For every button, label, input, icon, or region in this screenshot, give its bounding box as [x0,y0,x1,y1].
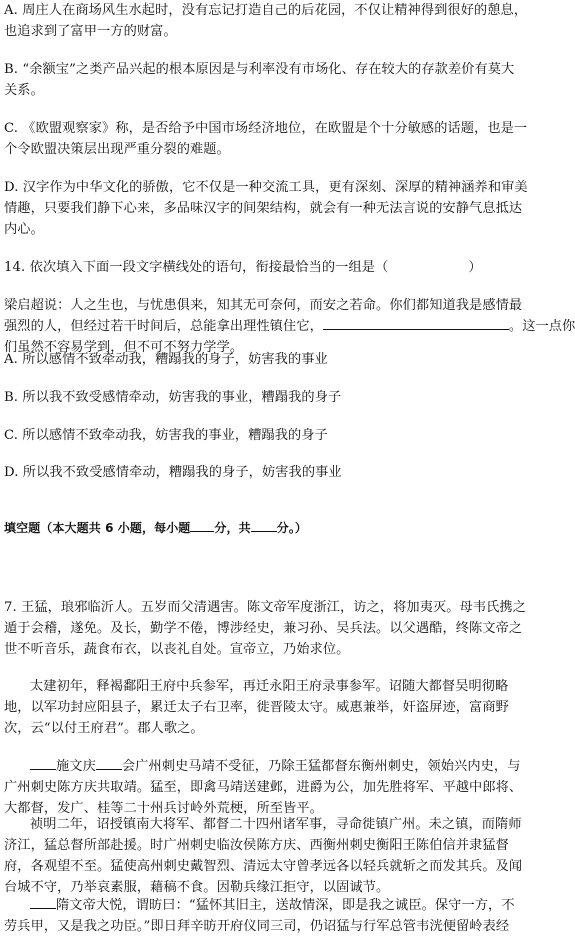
text-line: 祯明二年，诏授镇南大将军、都督二十四州诸军事，寻命徙镇广州。未之镇，而隋师 [30,817,522,832]
section-title-part: 分。） [276,521,308,535]
text-line: 内心。 [4,222,44,237]
question-7-paragraph-2 [4,676,552,739]
option-prev-a [4,0,552,42]
question-stem: 14. 依次填入下面一段文字横线处的语句，衔接最恰当的一组是（ [4,260,389,275]
text-line: 。这一点你 [508,319,575,334]
question-14-option-c[interactable] [4,425,552,446]
text-line: 世不听音乐，蔬食布衣，以丧礼自处。宣帝立，乃始求位。 [4,642,350,657]
text-line: 广州刺史陈方庆共取靖。猛至，即禽马靖送建邺，进爵为公，加先胜将军、平越中郎将、 [4,780,523,795]
option-prev-c [4,118,552,160]
question-stem-close: ） [468,260,482,275]
option-label: C. 所以感情不致牵动我，妨害我的事业，糟蹋我的身子 [4,428,328,443]
text-line: A. 周庄人在商场风生水起时，没有忘记打造自己的后花园，不仅让精神得到很好的憩息， [4,3,528,18]
option-label: A. 所以感情不致牵动我，糟蹋我的身子，妨害我的事业 [4,352,328,367]
text-line: 情趣，只要我们静下心来，多品味汉字的间架结构，就会有一种无法言说的安静气息抵达 [4,201,523,216]
question-14-option-d[interactable] [4,462,552,483]
section-title-part: 填空题（本大题共 6 小题，每小题 [4,521,191,535]
question-7-paragraph-5 [4,895,552,937]
text-line: 关系。 [4,83,44,98]
question-14-stem [4,257,552,278]
text-line: 台城不守，乃举哀素服，藉稿不食。因勒兵缘江拒守，以固诚节。 [4,880,390,895]
fill-blank[interactable] [30,756,56,770]
text-line: 太建初年，释褐鄱阳王府中兵参军，再迁永阳王府录事参军。诏随大都督吴明彻略 [30,679,509,694]
text-line: C. 《欧盟观察家》称，是否给予中国市场经济地位，在欧盟是个十分敏感的话题，也是一 [4,121,528,136]
question-7-paragraph-3 [4,756,552,819]
text-line: 大都督，发广、桂等二十州兵讨岭外荒梗，所至皆平。 [4,801,323,816]
option-prev-b [4,59,552,101]
question-14-option-b[interactable] [4,387,552,408]
text-line: 地，以军功封应阳县子，累迁太子右卫率，徙晋陵太守。威惠兼举，奸盗屏迹，富商野 [4,700,509,715]
fill-blank[interactable] [96,756,122,770]
text-line: 遁于会稽，遂免。及长，勤学不倦，博涉经史，兼习孙、吴兵法。以父遇酷，终陈文帝之 [4,621,523,636]
text-line: B. “余额宝”之类产品兴起的根本原因是与利率没有市场化、存在较大的存款差价有莫大 [4,62,515,77]
answer-blank[interactable] [323,316,509,330]
text-line: 梁启超说：人之生也，与忧患俱来，知其无可奈何，而安之若命。你们都知道我是感情最 [4,298,523,313]
text-line: 们虽然不容易学到，但不可不努力学学。 [4,340,244,355]
total-score-blank[interactable] [251,520,277,532]
question-7-paragraph-1 [4,597,552,660]
text-line: 次，云“以付王府君”。郡人歌之。 [4,721,204,736]
option-prev-d [4,177,552,240]
text-line: 个令欧盟决策层出现严重分裂的难题。 [4,142,230,157]
text-fragment: 施文庆 [56,759,96,774]
text-line: 济江，猛总督所部赴援。时广州刺史临汝侯陈方庆、西衡州刺史衡阳王陈伯信并隶猛督 [4,838,509,853]
text-fragment: 隋文帝大悦，谓昉曰：“猛怀其旧主，送故情深，即是我之诚臣。保守一方，不 [56,898,515,913]
fill-blank[interactable] [30,895,56,909]
text-fragment: 会广州刺史马靖不受征，乃除王猛都督东衡州刺史，领始兴内史，与 [121,759,521,774]
text-line: 劳兵甲，又是我之功臣。”即日拜辛昉开府仪同三司，仍诏猛与行军总管韦洸便留岭表经 [4,919,510,934]
section-heading [4,518,552,539]
text-line: 强烈的人，但经过若干时间后，总能拿出理性镇住它， [4,319,323,334]
score-blank[interactable] [190,520,214,532]
option-label: B. 所以我不致受感情牵动，妨害我的事业，糟蹋我的身子 [4,390,342,405]
text-line: 7. 王猛，琅邪临沂人。五岁而父清遇害。陈文帝军度浙江，访之，将加夷灭。母韦氏携之 [4,600,526,615]
text-line: 也追求到了富甲一方的财富。 [4,24,177,39]
text-line: D. 汉字作为中华文化的骄傲，它不仅是一种交流工具，更有深刻、深厚的精神涵养和审美 [4,180,528,195]
option-label: D. 所以我不致受感情牵动，糟蹋我的身子，妨害我的事业 [4,465,342,480]
section-title-part: 分，共 [214,521,251,535]
question-7-paragraph-4 [4,814,552,898]
text-line: 府，各观望不至。猛使高州刺史戴智烈、清远太守曾孝远各以轻兵就斩之而发其兵。及闻 [4,859,523,874]
question-14-option-a[interactable] [4,349,552,370]
